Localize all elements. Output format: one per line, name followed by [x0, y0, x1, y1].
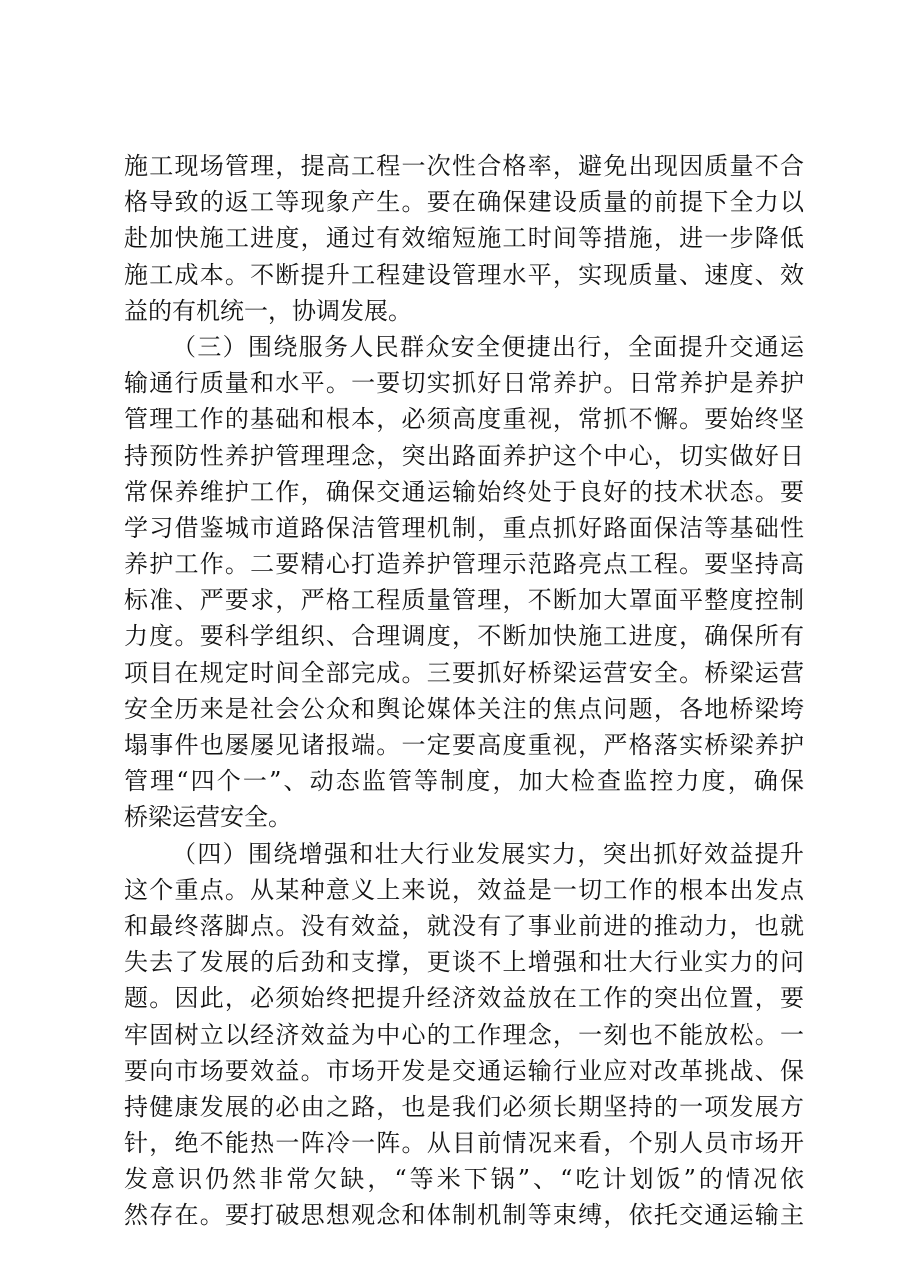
text-line: 针，绝不能热一阵冷一阵。从目前情况来看，个别人员市场开 — [124, 1129, 804, 1158]
document-body — [124, 148, 804, 1234]
text-line: 失去了发展的后劲和支撑，更谈不上增强和壮大行业实力的问 — [124, 948, 804, 977]
text-line: 养护工作。二要精心打造养护管理示范路亮点工程。要坚持高 — [124, 550, 804, 579]
text-line: 管理“四个一”、动态监管等制度，加大检查监控力度，确保 — [124, 767, 804, 796]
text-line: 发意识仍然非常欠缺，“等米下锅”、“吃计划饭”的情况依 — [124, 1165, 804, 1194]
text-line: 然存在。要打破思想观念和体制机制等束缚，依托交通运输主 — [124, 1201, 804, 1230]
text-line: 力度。要科学组织、合理调度，不断加快施工进度，确保所有 — [124, 622, 804, 651]
text-line: 益的有机统一，协调发展。 — [124, 296, 412, 325]
text-line: 塌事件也屡屡见诸报端。一定要高度重视，严格落实桥梁养护 — [124, 731, 804, 759]
text-line: 施工现场管理，提高工程一次性合格率，避免出现因质量不合 — [124, 152, 804, 180]
text-line: 这个重点。从某种意义上来说，效益是一切工作的根本出发点 — [124, 875, 804, 904]
paragraph-first-line: （三）围绕服务人民群众安全便捷出行，全面提升交通运 — [172, 332, 804, 361]
text-line: 格导致的返工等现象产生。要在确保建设质量的前提下全力以 — [124, 188, 804, 217]
text-line: 标准、严要求，严格工程质量管理，不断加大罩面平整度控制 — [124, 586, 804, 615]
text-line: 输通行质量和水平。一要切实抓好日常养护。日常养护是养护 — [124, 369, 804, 398]
text-line: 桥梁运营安全。 — [124, 803, 292, 832]
paragraph-first-line: （四）围绕增强和壮大行业发展实力，突出抓好效益提升 — [172, 839, 804, 868]
text-line: 持健康发展的必由之路，也是我们必须长期坚持的一项发展方 — [124, 1092, 804, 1121]
text-line: 安全历来是社会公众和舆论媒体关注的焦点问题，各地桥梁垮 — [124, 694, 804, 723]
text-line: 和最终落脚点。没有效益，就没有了事业前进的推动力，也就 — [124, 911, 804, 940]
text-line: 持预防性养护管理理念，突出路面养护这个中心，切实做好日 — [124, 441, 804, 470]
text-line: 牢固树立以经济效益为中心的工作理念，一刻也不能放松。一 — [124, 1020, 804, 1049]
text-line: 题。因此，必须始终把提升经济效益放在工作的突出位置，要 — [124, 984, 804, 1013]
text-line: 要向市场要效益。市场开发是交通运输行业应对改革挑战、保 — [124, 1056, 804, 1085]
text-line: 施工成本。不断提升工程建设管理水平，实现质量、速度、效 — [124, 260, 804, 289]
text-line: 赴加快施工进度，通过有效缩短施工时间等措施，进一步降低 — [124, 224, 804, 253]
text-line: 常保养维护工作，确保交通运输始终处于良好的技术状态。要 — [124, 477, 804, 506]
text-line: 项目在规定时间全部完成。三要抓好桥梁运营安全。桥梁运营 — [124, 658, 804, 687]
text-line: 学习借鉴城市道路保洁管理机制，重点抓好路面保洁等基础性 — [124, 513, 804, 542]
text-line: 管理工作的基础和根本，必须高度重视，常抓不懈。要始终坚 — [124, 405, 804, 434]
